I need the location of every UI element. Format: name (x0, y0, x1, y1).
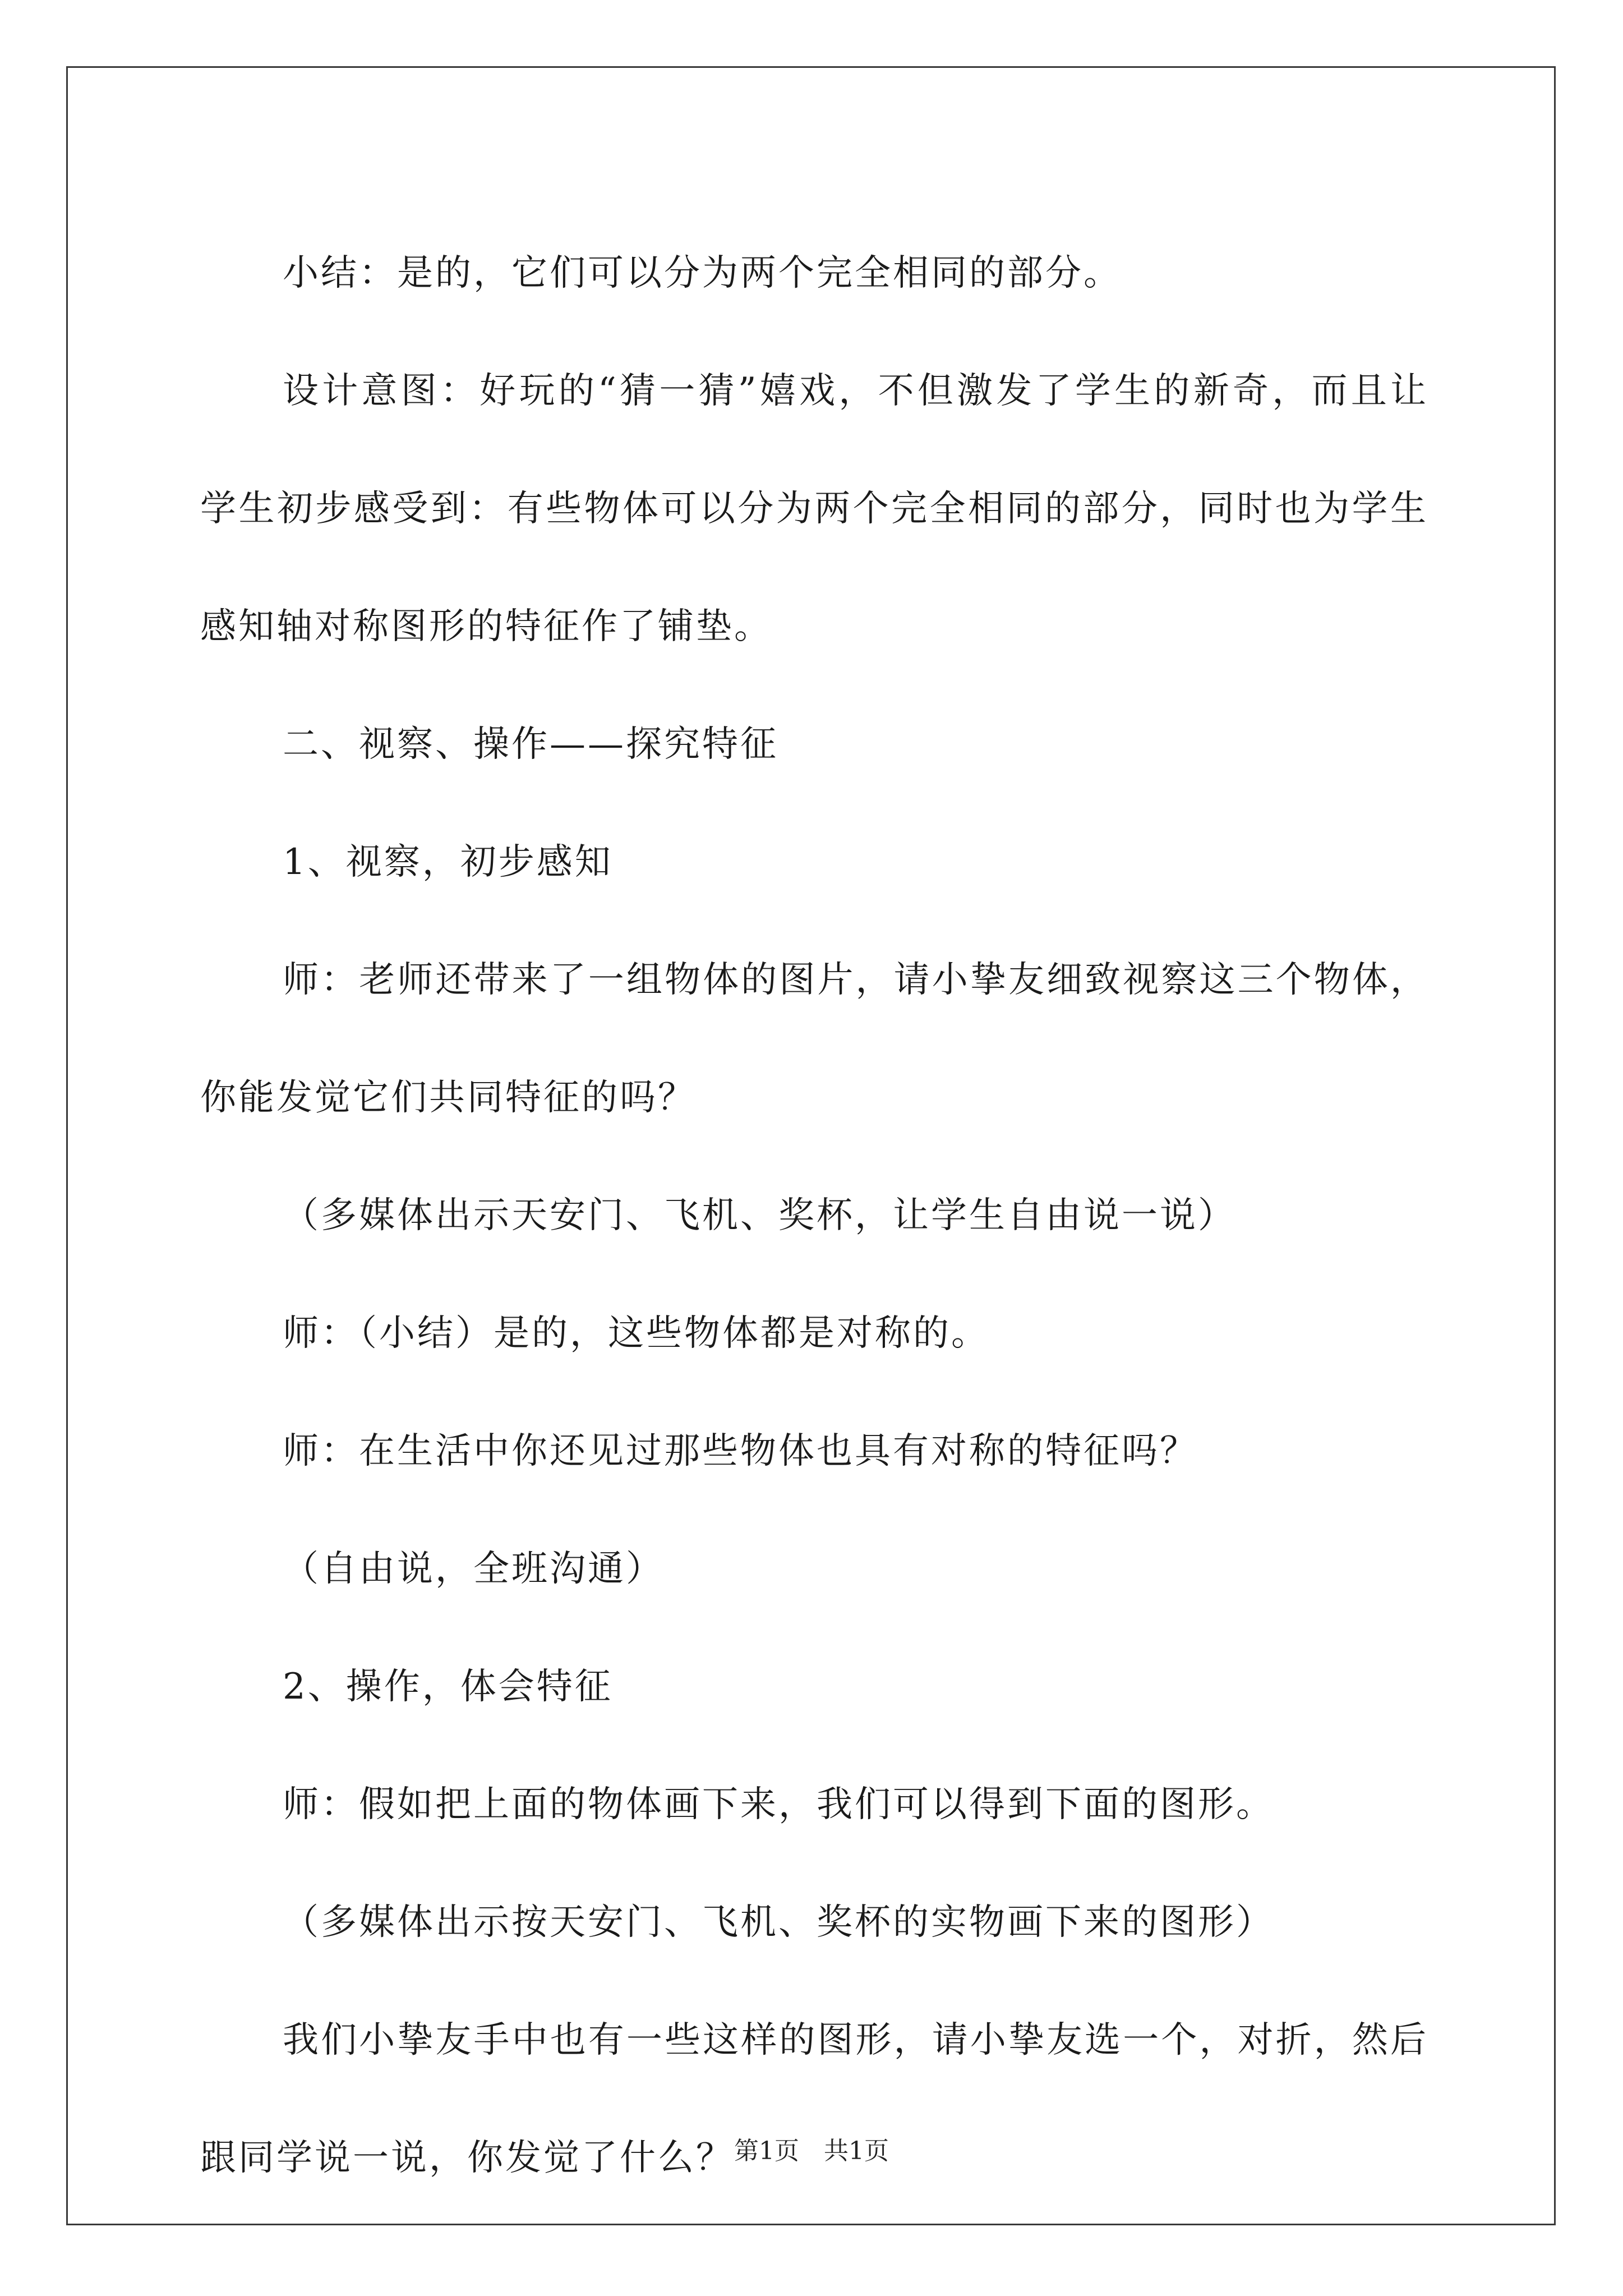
paragraph-multimedia-show: （多媒体出示天安门、飞机、奖杯，让学生自由说一说） (283, 1195, 1236, 1236)
page-number: 第1页 (734, 2137, 799, 2165)
paragraph-teacher-summary: 师：（小结）是的，这些物体都是对称的。 (283, 1313, 989, 1354)
paragraph-free-talk: （自由说，全班沟通） (283, 1548, 664, 1590)
paragraph-teacher-pictures: 师：老师还带来了一组物体的图片，请小挚友细致视察这三个物体，你能发觉它们共同特征的吗？ (200, 959, 1428, 1119)
paragraph-summary: 小结：是的，它们可以分为两个完全相同的部分。 (283, 252, 1122, 294)
paragraph-fold-activity: 我们小挚友手中也有一些这样的图形，请小挚友选一个，对折，然后跟同学说一说，你发觉了什么？ (200, 2019, 1428, 2179)
page-total: 共1页 (824, 2137, 889, 2165)
subheading-observe: 1、视察，初步感知 (283, 841, 613, 883)
paragraph-teacher-draw: 师：假如把上面的物体画下来，我们可以得到下面的图形。 (283, 1784, 1274, 1825)
page-footer (0, 2134, 1623, 2168)
paragraph-multimedia-figures: （多媒体出示按天安门、飞机、奖杯的实物画下来的图形） (283, 1902, 1274, 1943)
subheading-operate: 2、操作，体会特征 (283, 1666, 613, 1708)
paragraph-teacher-question: 师：在生活中你还见过那些物体也具有对称的特征吗？ (283, 1430, 1198, 1472)
section-heading-observe-operate: 二、视察、操作——探究特征 (283, 724, 778, 765)
document-body (200, 214, 1428, 2217)
paragraph-design-intent: 设计意图：好玩的“猜一猜”嬉戏，不但激发了学生的新奇，而且让学生初步感受到：有些物体可以分为两个完全相同的部分，同时也为学生感知轴对称图形的特征作了铺垫。 (200, 370, 1428, 647)
